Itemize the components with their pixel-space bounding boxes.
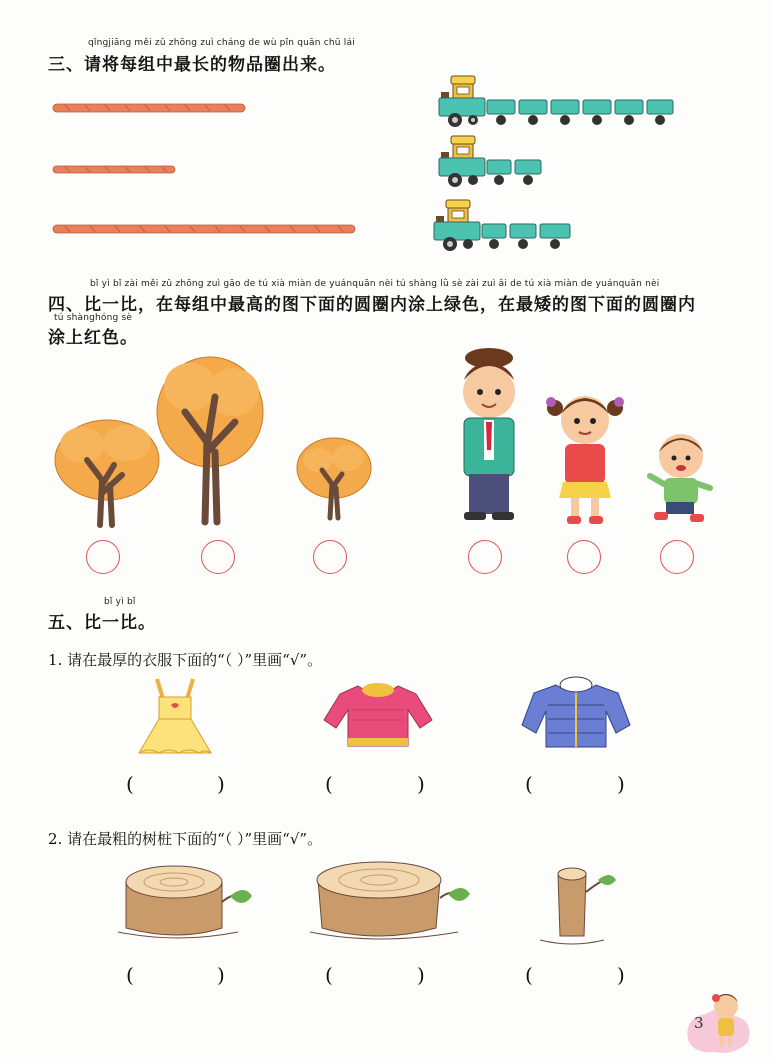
train-long [435, 76, 675, 132]
train-medium [430, 200, 580, 256]
answer-circle-tree-3[interactable] [313, 540, 347, 574]
answer-circle-child-1[interactable] [468, 540, 502, 574]
rod-long [50, 221, 360, 237]
tree-short [296, 436, 372, 518]
section4-line1: 四、比一比，在每组中最高的图下面的圆圈内涂上绿色，在最矮的图下面的圆圈内 [48, 295, 696, 315]
answer-circle-child-2[interactable] [567, 540, 601, 574]
stump-thin [540, 866, 620, 946]
paren-close-q1-2: ) [417, 772, 425, 796]
paren-open-q2-3: ( [525, 963, 533, 987]
section5-title: 五、比一比。 [48, 613, 156, 633]
paren-close-q1-1: ) [217, 772, 225, 796]
section4-pinyin-line2: tú shànghóng sè [54, 313, 133, 323]
paren-open-q1-2: ( [325, 772, 333, 796]
answer-circle-tree-1[interactable] [86, 540, 120, 574]
stump-medium [118, 862, 254, 942]
section4-pinyin-line1: bǐ yì bǐ zài měi zǔ zhōng zuì gāo de tú xià miàn de yuánquān nèi tú shàng lǜ sè zài zuì ǎi de tú xià miàn de yuánquān nèi [90, 279, 660, 289]
tree-tall [155, 352, 265, 522]
rod-medium [50, 100, 250, 116]
paren-close-q2-3: ) [617, 963, 625, 987]
train-short [435, 136, 555, 192]
question-2: 2. 请在最粗的树桩下面的“（ ）”里画“√”。 [48, 830, 323, 848]
paren-open-q2-1: ( [126, 963, 134, 987]
girl-medium [545, 388, 625, 528]
paren-close-q2-1: ) [217, 963, 225, 987]
boy-tall [454, 350, 524, 530]
answer-circle-child-3[interactable] [660, 540, 694, 574]
page-number: 3 [694, 1014, 704, 1032]
tree-medium [52, 415, 162, 525]
section3-title: 三、请将每组中最长的物品圈出来。 [48, 55, 336, 75]
rod-short [50, 163, 180, 177]
answer-circle-tree-2[interactable] [201, 540, 235, 574]
stump-thick [308, 858, 472, 944]
sweater-icon [322, 680, 434, 754]
section4-line2: 涂上红色。 [48, 328, 138, 348]
question-1: 1. 请在最厚的衣服下面的“（ ）”里画“√”。 [48, 651, 323, 669]
section3-pinyin: qǐngjiāng měi zǔ zhōng zuì cháng de wù pǐn quān chū lái [88, 38, 355, 48]
paren-close-q2-2: ) [417, 963, 425, 987]
jacket-icon [520, 675, 632, 753]
boy-short [646, 432, 716, 524]
paren-open-q2-2: ( [325, 963, 333, 987]
paren-close-q1-3: ) [617, 772, 625, 796]
dress-icon [135, 677, 215, 757]
paren-open-q1-1: ( [126, 772, 134, 796]
section5-pinyin: bǐ yì bǐ [104, 597, 136, 607]
paren-open-q1-3: ( [525, 772, 533, 796]
